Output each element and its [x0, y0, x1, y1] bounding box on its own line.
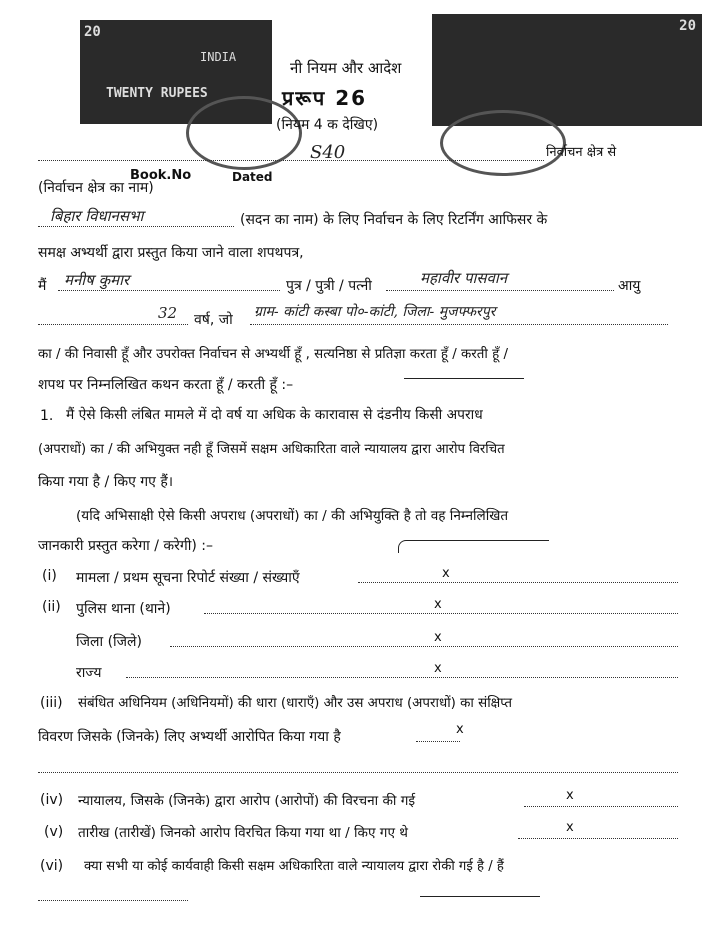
item-iii-line-1: संबंधित अधिनियम (अधिनियमों) की धारा (धाराएँ) और उस अपराध (अपराधों) का संक्षिप्त	[78, 696, 513, 711]
item-fill-line	[358, 582, 678, 583]
item-iii-line-2: विवरण जिसके (जिनके) लिए अभ्यर्थी आरोपित किया गया है	[38, 729, 341, 745]
years-label: वर्ष, जो	[194, 312, 233, 328]
item-vi-fill-line	[38, 900, 188, 901]
address-handwritten: ग्राम- कांटी कस्बा पो०-कांटी, जिला- मुजफ्फरपुर	[254, 304, 496, 320]
right-revenue-stamp	[432, 14, 702, 126]
item-label: जिला (जिले)	[76, 634, 143, 650]
item-label: पुलिस थाना (थाने)	[76, 601, 171, 617]
oath-line: शपथ पर निम्नलिखित कथन करता हूँ / करती हूँ :–	[38, 377, 294, 393]
resident-line: का / की निवासी हूँ और उपरोक्त निर्वाचन से अभ्यर्थी हूँ , सत्यनिष्ठा से प्रतिज्ञा करता हूँ / करती हूँ /	[38, 347, 508, 362]
item-v-mark: x	[566, 820, 574, 835]
constituency-suffix: निर्वाचन क्षेत्र से	[546, 145, 617, 160]
item-iv-label: न्यायालय, जिसके (जिनके) द्वारा आरोप (आरोपों) की विरचना की गई	[78, 793, 416, 809]
para-1-number: 1.	[40, 408, 54, 424]
left-stamp-value: 20	[84, 24, 101, 40]
item-mark: x	[434, 597, 442, 612]
para-2-line-2: जानकारी प्रस्तुत करेगा / करेगी) :–	[38, 538, 214, 554]
handwritten-curve	[398, 540, 549, 553]
item-iii-fill-line	[416, 741, 460, 742]
item-fill-line	[204, 613, 678, 614]
item-state	[38, 663, 678, 683]
item-vi-handwritten-line	[420, 896, 540, 897]
left-stamp-text: TWENTY RUPEES	[106, 86, 208, 101]
age-handwritten: 32	[158, 304, 178, 322]
house-line-text: (सदन का नाम) के लिए निर्वाचन के लिए रिटर्निंग आफिसर के	[240, 212, 548, 228]
father-name-handwritten: महावीर पासवान	[420, 269, 508, 287]
para-1-line-2: (अपराधों) का / की अभियुक्त नही हूँ जिसमें सक्षम अधिकारिता वाले न्यायालय द्वारा आरोप विरचित	[38, 442, 505, 457]
para-1-line-3: किया गया है / किए गए हैं।	[38, 474, 174, 490]
item-number: (ii)	[42, 599, 61, 615]
item-iii-number: (iii)	[40, 695, 63, 711]
age-line	[38, 324, 188, 325]
item-mark: x	[434, 630, 442, 645]
item-fill-line	[170, 646, 678, 647]
address-line	[250, 324, 668, 325]
father-name-line	[386, 290, 614, 291]
constituency-name-line	[38, 160, 544, 161]
relation-label: पुत्र / पुत्री / पत्नी	[286, 278, 372, 294]
item-district	[38, 632, 678, 652]
para-2-line-1: (यदि अभिसाक्षी ऐसे किसी अपराध (अपराधों) का / की अभियुक्ति है तो वह निम्नलिखित	[76, 508, 509, 524]
item-iv-fill-line	[524, 806, 678, 807]
item-iii-extra-line	[38, 772, 678, 773]
rule-reference: (नियम 4 क देखिए)	[276, 117, 379, 133]
candidate-name-line	[58, 290, 280, 291]
item-vi-number: (vi)	[40, 858, 64, 874]
left-stamp-country: INDIA	[200, 50, 237, 64]
constituency-label: (निर्वाचन क्षेत्र का नाम)	[38, 180, 154, 196]
form-title: प्ररूप 26	[282, 86, 368, 110]
item-v-fill-line	[518, 838, 678, 839]
age-label: आयु	[618, 278, 641, 294]
handwritten-dash	[404, 378, 524, 379]
affidavit-line: समक्ष अभ्यर्थी द्वारा प्रस्तुत किया जाने वाला शपथपत्र,	[38, 245, 304, 261]
item-iv-number: (iv)	[40, 792, 64, 808]
constituency-signature: S40	[310, 142, 346, 163]
item-iii-mark: x	[456, 722, 464, 737]
item-iv-mark: x	[566, 788, 574, 803]
dated: Dated	[232, 170, 273, 184]
item-label: मामला / प्रथम सूचना रिपोर्ट संख्या / संख्याएँ	[76, 570, 300, 586]
house-name-line	[38, 226, 234, 227]
item-i	[38, 568, 678, 588]
item-number: (i)	[42, 568, 57, 584]
i-label: मैं	[38, 278, 47, 294]
item-fill-line	[126, 677, 678, 678]
item-mark: x	[434, 661, 442, 676]
candidate-name-handwritten: मनीष कुमार	[64, 271, 130, 289]
item-label: राज्य	[76, 665, 102, 681]
right-stamp-value: 20	[679, 18, 696, 34]
para-1-line-1: मैं ऐसे किसी लंबित मामले में दो वर्ष या अधिक के कारावास से दंडनीय किसी अपराध	[66, 407, 483, 423]
item-ii	[38, 599, 678, 619]
house-name-handwritten: बिहार विधानसभा	[50, 207, 144, 225]
item-mark: x	[442, 566, 450, 581]
item-v-number: (v)	[44, 824, 64, 840]
rule-line: नी नियम और आदेश	[290, 59, 402, 77]
item-vi-label: क्या सभी या कोई कार्यवाही किसी सक्षम अधिकारिता वाले न्यायालय द्वारा रोकी गई है / हैं	[84, 859, 504, 874]
book-no: Book.No	[130, 168, 192, 183]
item-v-label: तारीख (तारीखें) जिनको आरोप विरचित किया गया था / किए गए थे	[78, 825, 408, 841]
